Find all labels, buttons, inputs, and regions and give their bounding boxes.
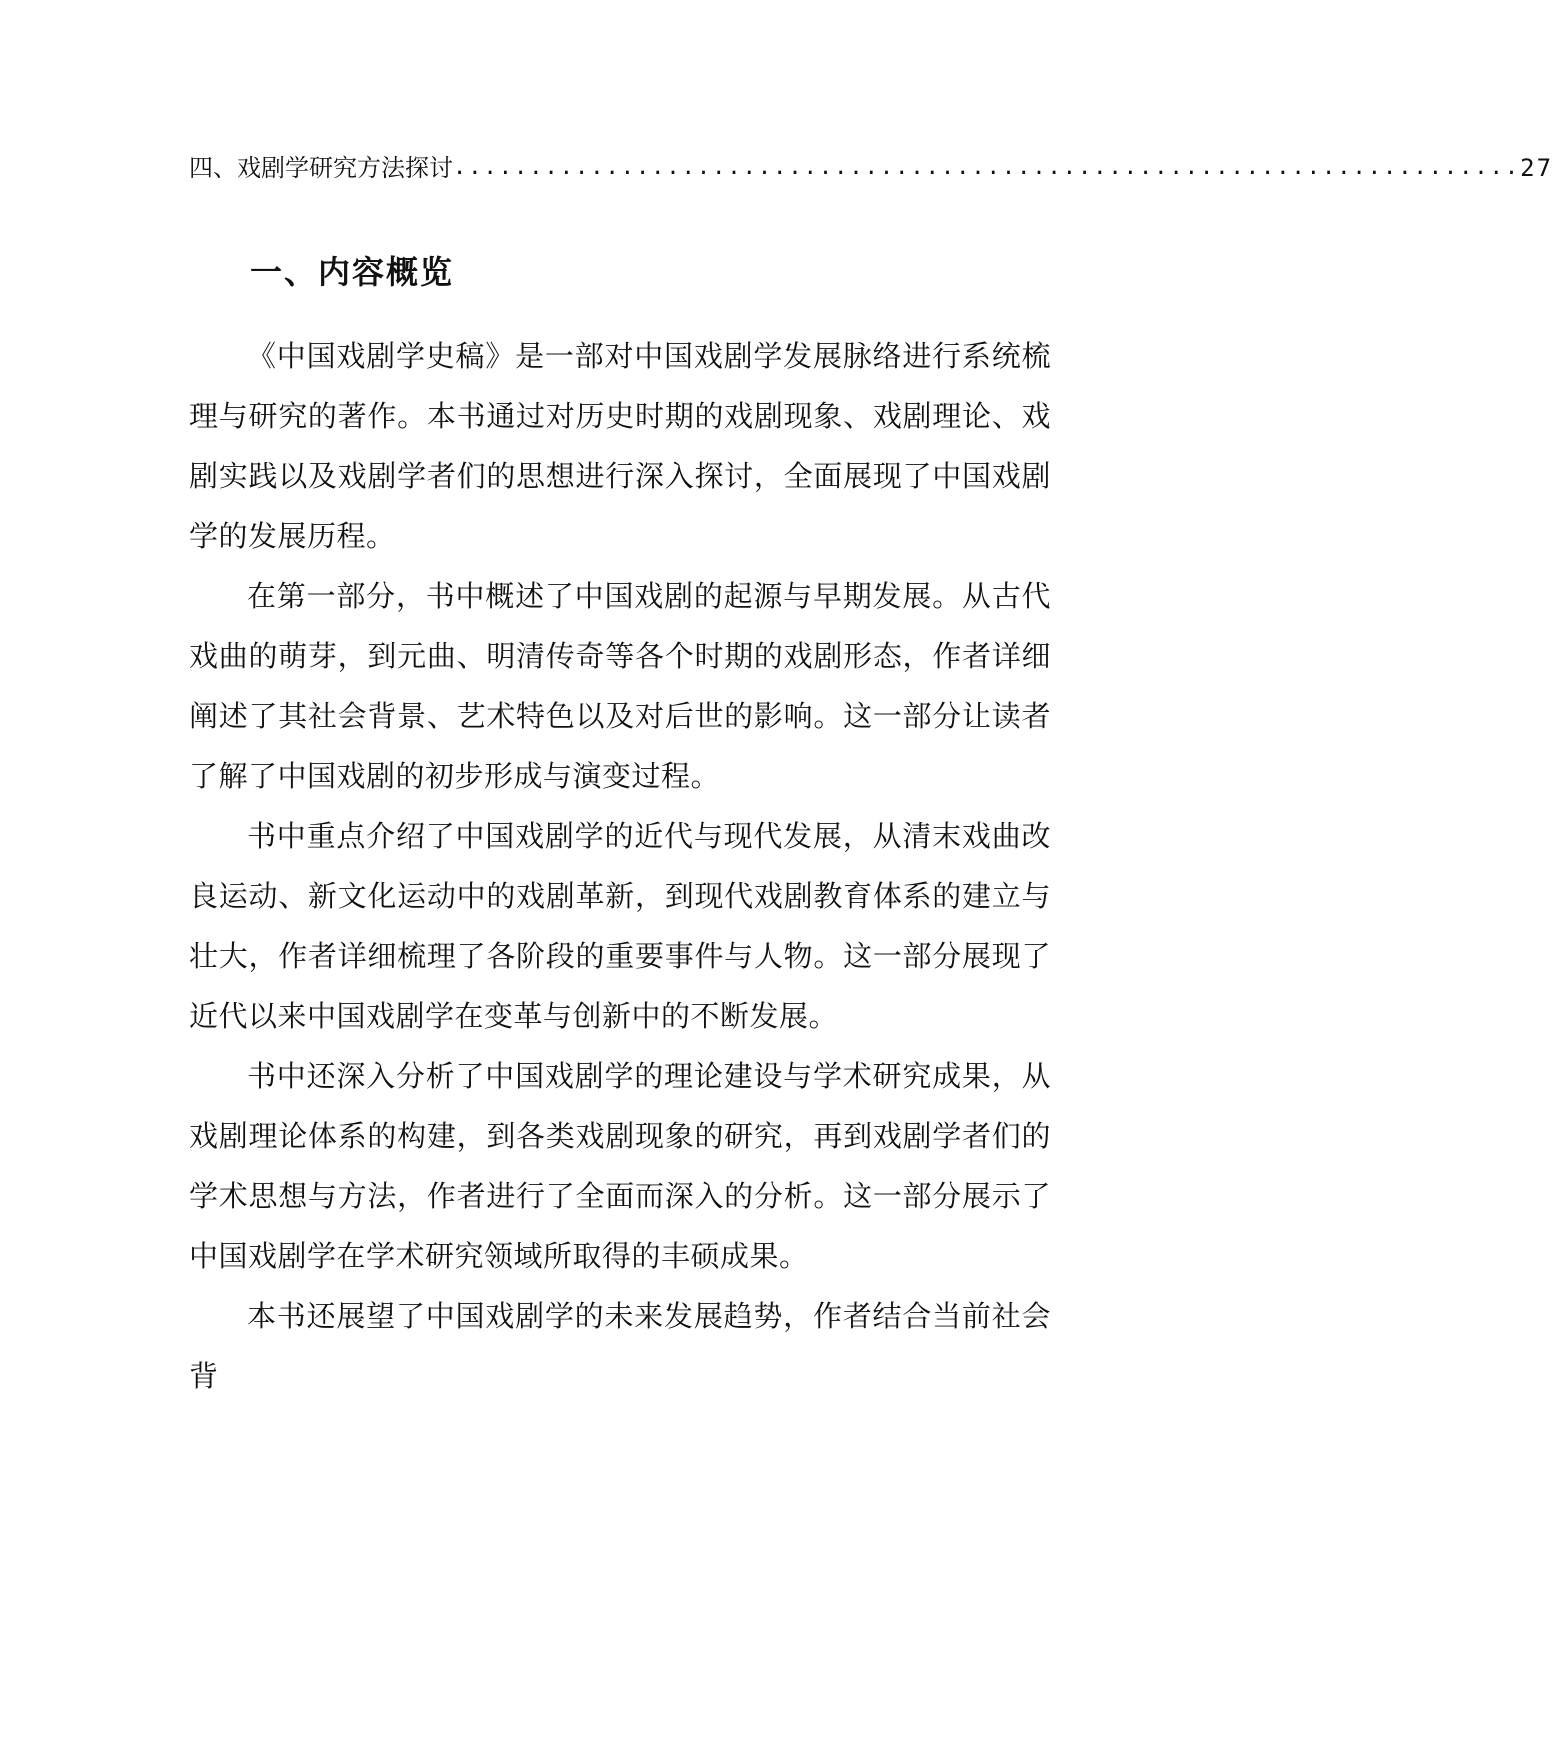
toc-entry-label: 四、戏剧学研究方法探讨 (189, 154, 453, 182)
paragraph: 本书还展望了中国戏剧学的未来发展趋势，作者结合当前社会背 (189, 1299, 1051, 1393)
toc-dot-leader: ...................................................................... (453, 155, 1521, 180)
paragraph: 在第一部分，书中概述了中国戏剧的起源与早期发展。从古代戏曲的萌芽，到元曲、明清传奇等各个时期的戏剧形态，作者详细阐述了其社会背景、艺术特色以及对后世的影响。这一部分让读者了解了中国戏剧的初步形成与演变过程。 (189, 579, 1051, 793)
toc-page-number: 27 (1520, 154, 1553, 182)
toc-entry[interactable] (189, 148, 1553, 188)
section-heading: 一、内容概览 (250, 253, 455, 291)
paragraph: 书中还深入分析了中国戏剧学的理论建设与学术研究成果，从戏剧理论体系的构建，到各类戏剧现象的研究，再到戏剧学者们的学术思想与方法，作者进行了全面而深入的分析。这一部分展示了中国戏剧学在学术研究领域所取得的丰硕成果。 (189, 1059, 1051, 1273)
paragraph: 书中重点介绍了中国戏剧学的近代与现代发展，从清末戏曲改良运动、新文化运动中的戏剧革新，到现代戏剧教育体系的建立与壮大，作者详细梳理了各阶段的重要事件与人物。这一部分展现了近代以来中国戏剧学在变革与创新中的不断发展。 (189, 819, 1051, 1033)
paragraph: 《中国戏剧学史稿》是一部对中国戏剧学发展脉络进行系统梳理与研究的著作。本书通过对历史时期的戏剧现象、戏剧理论、戏剧实践以及戏剧学者们的思想进行深入探讨，全面展现了中国戏剧学的发展历程。 (189, 339, 1051, 553)
body-text (189, 326, 1051, 1406)
